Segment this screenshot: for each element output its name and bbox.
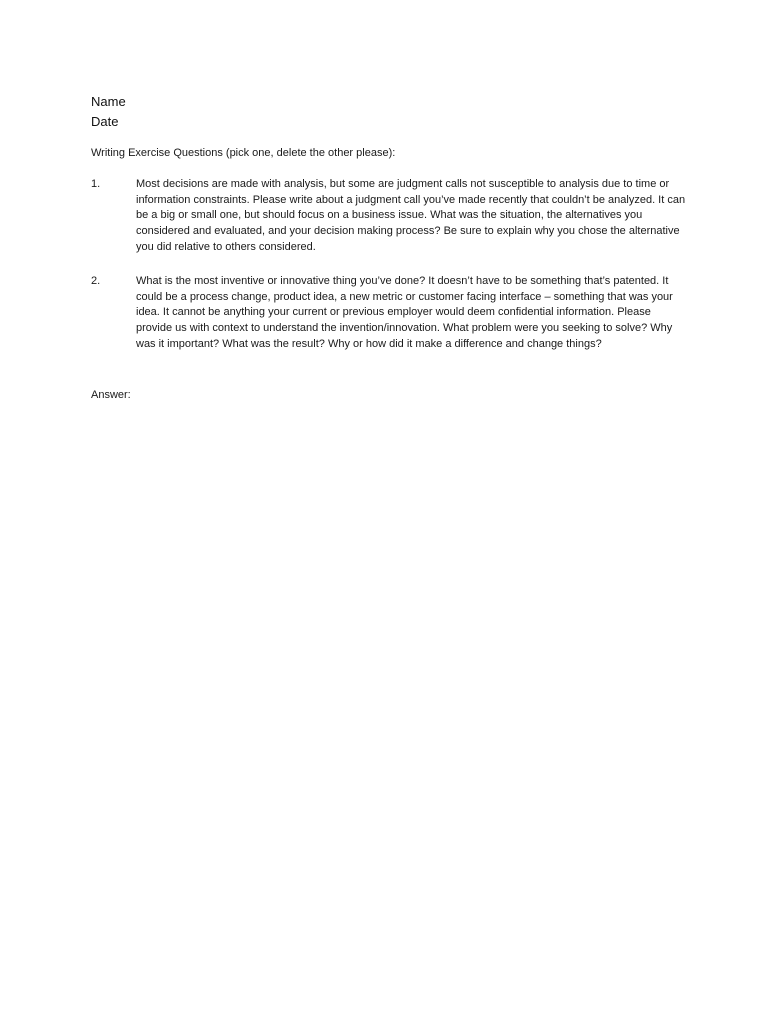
question-number: 1. xyxy=(91,178,101,190)
question-text: Most decisions are made with analysis, but some are judgment calls not susceptible to analysis due to time or information constraints. Please write about a judgment call you’ve made recently that couldn’t be analyzed. It can be a big or small one, but should focus on a business issue. What was the situation, the alternatives you considered and evaluated, and your decision making process? Be sure to explain why you chose the alternative you did relative to others considered. xyxy=(136,178,686,253)
answer-label: Answer: xyxy=(91,389,131,401)
instructions-text: Writing Exercise Questions (pick one, delete the other please): xyxy=(91,147,396,159)
question-text: What is the most inventive or innovative thing you’ve done? It doesn’t have to be something that’s patented. It could be a process change, product idea, a new metric or customer facing interface – something that was your idea. It cannot be anything your current or previous employer would deem confidential information. Please provide us with context to understand the invention/innovation. What problem were you seeking to solve? Why was it important? What was the result? Why or how did it make a difference and change things? xyxy=(136,275,673,350)
name-label: Name xyxy=(91,94,126,109)
question-number: 2. xyxy=(91,275,101,287)
date-label: Date xyxy=(91,114,119,129)
